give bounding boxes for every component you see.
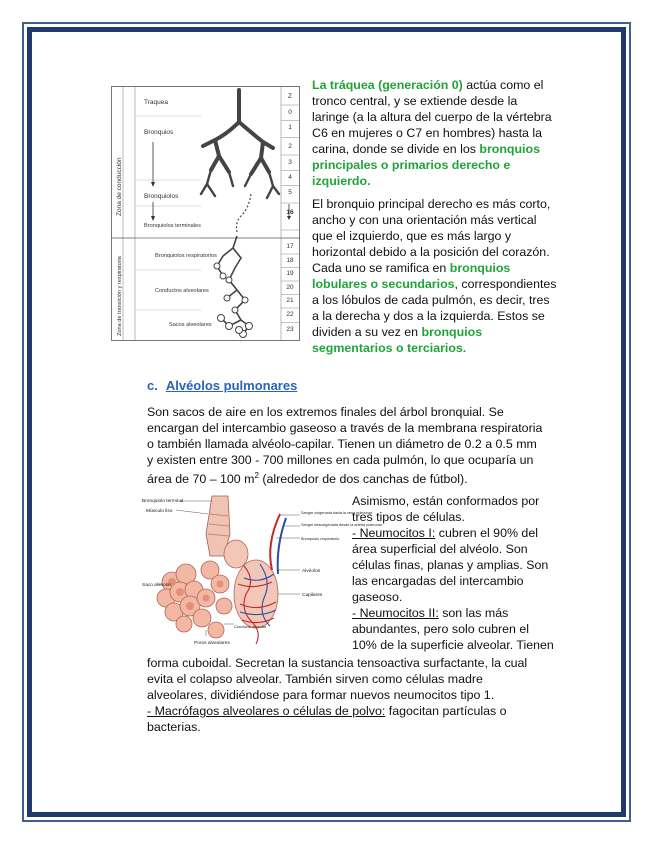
para5-line (147, 703, 527, 719)
text-run: son las más (438, 606, 509, 620)
text-run: dividen a su vez en (312, 325, 422, 339)
highlight-term: principales o primarios derecho e (312, 158, 511, 172)
para5-line (147, 655, 527, 671)
label-sangre-oxigenada: Sangre oxigenada hacia la vena pulmonar (301, 511, 373, 515)
para4-line (352, 605, 554, 621)
generation-number: 3 (288, 159, 292, 166)
highlight-term: segmentarios o terciarios. (312, 341, 467, 355)
para1-line (312, 125, 552, 141)
text-run: tronco central, y se extiende desde la (312, 94, 518, 108)
generation-number: 5 (288, 189, 292, 196)
zone-transition-label: Zona de transición y respiratoria (117, 256, 123, 336)
para4-line (352, 541, 554, 557)
para3-line (147, 436, 542, 452)
text-run: Asimismo, están conformados por (352, 494, 540, 508)
para5-line (147, 719, 527, 735)
text-run: fagocitan partículas o (385, 704, 507, 718)
text-run: a la derecha y dos a la izquierda. Estos se (312, 309, 545, 323)
highlight-term: lobulares o secundarios (312, 277, 455, 291)
row-label-bronquiolos-respiratorios: Bronquiolos respiratorios (155, 253, 217, 259)
highlight-term: bronquios (421, 325, 483, 339)
text-run: bacterias. (147, 720, 201, 734)
row-label-bronquios: Bronquios (144, 129, 174, 136)
generation-number: 18 (286, 257, 294, 264)
para2-line (312, 196, 557, 212)
text-run: horizontal debido a la posición del corazón. (312, 245, 550, 259)
section-title: Alvéolos pulmonares (165, 378, 298, 393)
para4-line (352, 493, 554, 509)
airway-generations-figure (111, 86, 301, 342)
label-saco-alveolar: Saco alveolar (142, 583, 172, 588)
highlight-term: La tráquea (generación 0) (312, 78, 463, 92)
para2-line (312, 212, 557, 228)
text-run: actúa como el (462, 78, 544, 92)
text-run: alveolares, dividiéndose para formar nuevos neumocitos tipo 1. (147, 688, 495, 702)
generation-number: Z (288, 93, 292, 100)
generation-number: 1 (288, 124, 292, 131)
para4-line (352, 525, 554, 541)
text-run: que el izquierdo, que es más largo y (312, 229, 512, 243)
para2-line (312, 324, 557, 340)
text-run: cubren el 90% del (435, 526, 538, 540)
label-poros-alveolares: Poros alveolares (194, 641, 230, 646)
text-run: laringe (a la altura del cuerpo de la vértebra (312, 110, 552, 124)
para2-line (312, 292, 557, 308)
para1-line (312, 173, 552, 189)
label-conducto-alveolar: Conducto alveolar (234, 624, 267, 629)
text-run: evita el colapso alveolar. También sirven como células madre (147, 672, 483, 686)
generation-number: 4 (288, 174, 292, 181)
row-label-sacos-alveolares: Sacos alveolares (169, 322, 212, 328)
text-run: a los lóbulos de cada pulmón, es decir, tres (312, 293, 550, 307)
label-sangre-desoxigenada: Sangre desoxigenada desde la arteria pulmonar (301, 523, 383, 527)
para5-line (147, 671, 527, 687)
text-run: o también llamada alvéolo-capilar. Tienen un diámetro de 0.2 a 0.5 mm (147, 437, 537, 451)
text-run: tres tipos de células. (352, 510, 465, 524)
generation-number: 21 (286, 297, 294, 304)
underlined-term: - Neumocitos II: (352, 606, 439, 620)
para3-line (147, 404, 542, 420)
bronchi-paragraph (312, 196, 557, 356)
alveoli-intro-paragraph (147, 404, 542, 487)
para4-line (352, 557, 554, 573)
row-label-conductos-alveolares: Conductos alveolares (155, 288, 209, 294)
para2-line (312, 228, 557, 244)
text-run: área de 70 – 100 m (147, 472, 255, 487)
para2-line (312, 308, 557, 324)
zone-conduction-label: Zona de conducción (116, 157, 123, 216)
para2-line (312, 340, 557, 356)
generation-number: 23 (286, 326, 294, 333)
text-run: forma cuboidal. Secretan la sustancia tensoactiva surfactante, la cual (147, 656, 528, 670)
para1-line (312, 141, 552, 157)
generation-number: 17 (286, 243, 294, 250)
section-heading (147, 378, 297, 393)
text-run: ancho y con una orientación más vertical (312, 213, 537, 227)
trachea-paragraph (312, 77, 552, 189)
cell-types-continuation (147, 655, 527, 735)
text-run: , correspondientes (454, 277, 557, 291)
cell-types-paragraph (352, 493, 554, 653)
para4-line (352, 573, 554, 589)
text-run: C6 en mujeres o C7 en hombres) hasta la (312, 126, 543, 140)
label-bronquiolo-terminal: Bronquiolo terminal (142, 499, 184, 504)
text-run: Cada uno se ramifica en (312, 261, 450, 275)
generation-number: 0 (288, 109, 292, 116)
row-label-bronquiolos-terminales: Bronquiolos terminales (144, 223, 201, 229)
row-label-bronquiolos: Bronquiolos (144, 193, 179, 200)
row-label-traquea: Traquea (144, 99, 168, 106)
generation-number: 20 (286, 284, 294, 291)
generation-number: 16 (286, 209, 294, 216)
underlined-term: - Macrófagos alveolares o células de polvo: (147, 704, 386, 718)
text-run: 10% de la superficie alveolar. Tienen (352, 638, 554, 652)
para2-line (312, 244, 557, 260)
text-run: (alrededor de dos canchas de fútbol). (258, 472, 468, 487)
para3-line (147, 468, 542, 487)
label-musculo-liso: Músculo liso (146, 509, 173, 514)
para1-line (312, 77, 552, 93)
section-letter: c. (147, 378, 158, 393)
para5-line (147, 687, 527, 703)
text-run: las encargadas del intercambio (352, 574, 524, 588)
para1-line (312, 109, 552, 125)
label-capilares: Capilares (302, 593, 323, 598)
para3-line (147, 452, 542, 468)
label-bronquiolo-respiratorio: Bronquiolo respiratorio (301, 537, 340, 541)
text-run: carina, donde se divide en los (312, 142, 480, 156)
underlined-term: - Neumocitos I: (352, 526, 436, 540)
label-alveolos: Alvéolos (302, 569, 321, 574)
highlight-term: izquierdo. (312, 174, 371, 188)
text-run: 2 (254, 471, 259, 480)
generation-number: 2 (288, 143, 292, 150)
highlight-term: bronquios (449, 261, 511, 275)
text-run: células finas, planas y amplias. Son (352, 558, 549, 572)
para4-line (352, 509, 554, 525)
para2-line (312, 276, 557, 292)
highlight-term: bronquios (479, 142, 540, 156)
para3-line (147, 420, 542, 436)
text-run: El bronquio principal derecho es más corto, (312, 197, 551, 211)
text-run: encargan del intercambio gaseoso a través de la membrana respiratoria (147, 421, 543, 435)
para4-line (352, 637, 554, 653)
para1-line (312, 93, 552, 109)
text-run: área superficial del alvéolo. Son (352, 542, 528, 556)
generation-number: 22 (286, 311, 294, 318)
para1-line (312, 157, 552, 173)
text-run: gaseoso. (352, 590, 403, 604)
para4-line (352, 589, 554, 605)
para2-line (312, 260, 557, 276)
text-run: y existen entre 300 - 700 millones en cada pulmón, lo que ocuparía un (147, 453, 534, 467)
text-run: Son sacos de aire en los extremos finales del árbol bronquial. Se (147, 405, 504, 419)
text-run: abundantes, pero solo cubren el (352, 622, 530, 636)
para4-line (352, 621, 554, 637)
generation-number: 19 (286, 270, 294, 277)
